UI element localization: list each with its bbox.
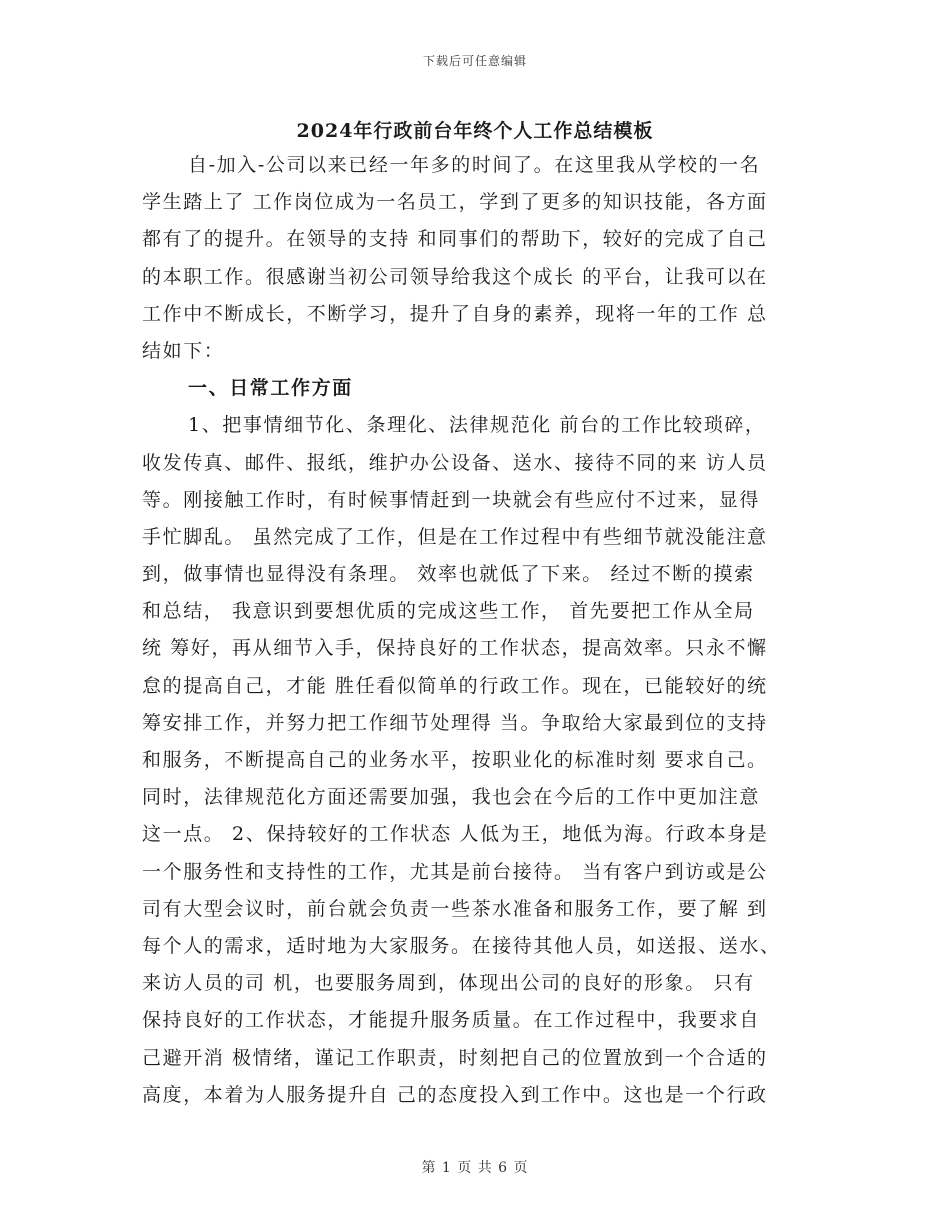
page-header-note: 下载后可任意编辑 — [422, 54, 527, 68]
paragraph-line: 到，做事情也显得没有条理。 效率也就低了下来。 经过不断的摸索 — [142, 563, 755, 586]
paragraph-line: 怠的提高自己，才能 胜任看似简单的行政工作。现在，已能较好的统 — [142, 674, 768, 697]
paragraph-line: 等。刚接触工作时，有时候事情赶到一块就会有些应付不过来，显得 — [142, 488, 761, 511]
section-heading: 一、日常工作方面 — [188, 377, 353, 400]
paragraph-line: 这一点。 2、保持较好的工作状态 人低为王，地低为海。行政本身是 — [142, 823, 769, 846]
paragraph-line: 学生踏上了 工作岗位成为一名员工，学到了更多的知识技能，各方面 — [142, 191, 768, 214]
paragraph-line: 来访人员的司 机，也要服务周到，体现出公司的良好的形象。 只有 — [142, 972, 755, 995]
paragraph-line: 筹安排工作，并努力把工作细节处理得 当。争取给大家最到位的支持 — [142, 711, 768, 734]
paragraph-line: 己避开消 极情绪，谨记工作职责，时刻把自己的位置放到一个合适的 — [142, 1046, 768, 1069]
paragraph-line: 收发传真、邮件、报纸，维护办公设备、送水、接待不同的来 访人员 — [142, 451, 768, 474]
paragraph-line: 高度，本着为人服务提升自 己的态度投入到工作中。这也是一个行政 — [142, 1083, 768, 1106]
paragraph-line: 的本职工作。很感谢当初公司领导给我这个成长 的平台，让我可以在 — [142, 265, 768, 288]
paragraph-line: 1、把事情细节化、条理化、法律规范化 前台的工作比较琐碎， — [188, 414, 766, 437]
paragraph-line: 统 筹好，再从细节入手，保持良好的工作状态，提高效率。只永不懈 — [142, 637, 768, 660]
document-body — [142, 147, 812, 1114]
paragraph-line: 每个人的需求，适时地为大家服务。在接待其他人员，如送报、送水、 — [142, 934, 781, 957]
paragraph-line: 和总结， 我意识到要想优质的完成这些工作， 首先要把工作从全局 — [142, 600, 755, 623]
paragraph-line: 都有了的提升。在领导的支持 和同事们的帮助下，较好的完成了自己 — [142, 228, 768, 251]
paragraph-line: 同时，法律规范化方面还需要加强，我也会在今后的工作中更加注意 — [142, 786, 761, 809]
paragraph-line: 和服务，不断提高自己的业务水平，按职业化的标准时刻 要求自己。 — [142, 749, 768, 771]
paragraph-line: 一个服务性和支持性的工作，尤其是前台接待。 当有客户到访或是公 — [142, 860, 768, 883]
document-title: 2024年行政前台年终个人工作总结模板 — [296, 120, 654, 142]
paragraph-line: 结如下： — [142, 339, 225, 362]
paragraph-line: 自-加入-公司以来已经一年多的时间了。在这里我从学校的一名 — [188, 154, 761, 176]
paragraph-line: 手忙脚乱。 虽然完成了工作，但是在工作过程中有些细节就没能注意 — [142, 525, 768, 548]
paragraph-line: 司有大型会议时，前台就会负责一些茶水准备和服务工作，要了解 到 — [142, 897, 768, 920]
paragraph-line: 保持良好的工作状态，才能提升服务质量。在工作过程中，我要求自 — [142, 1009, 761, 1032]
paragraph-line: 工作中不断成长，不断学习，提升了自身的素养，现将一年的工作 总 — [142, 302, 768, 325]
page-number-footer: 第 1 页 共 6 页 — [421, 1160, 529, 1176]
